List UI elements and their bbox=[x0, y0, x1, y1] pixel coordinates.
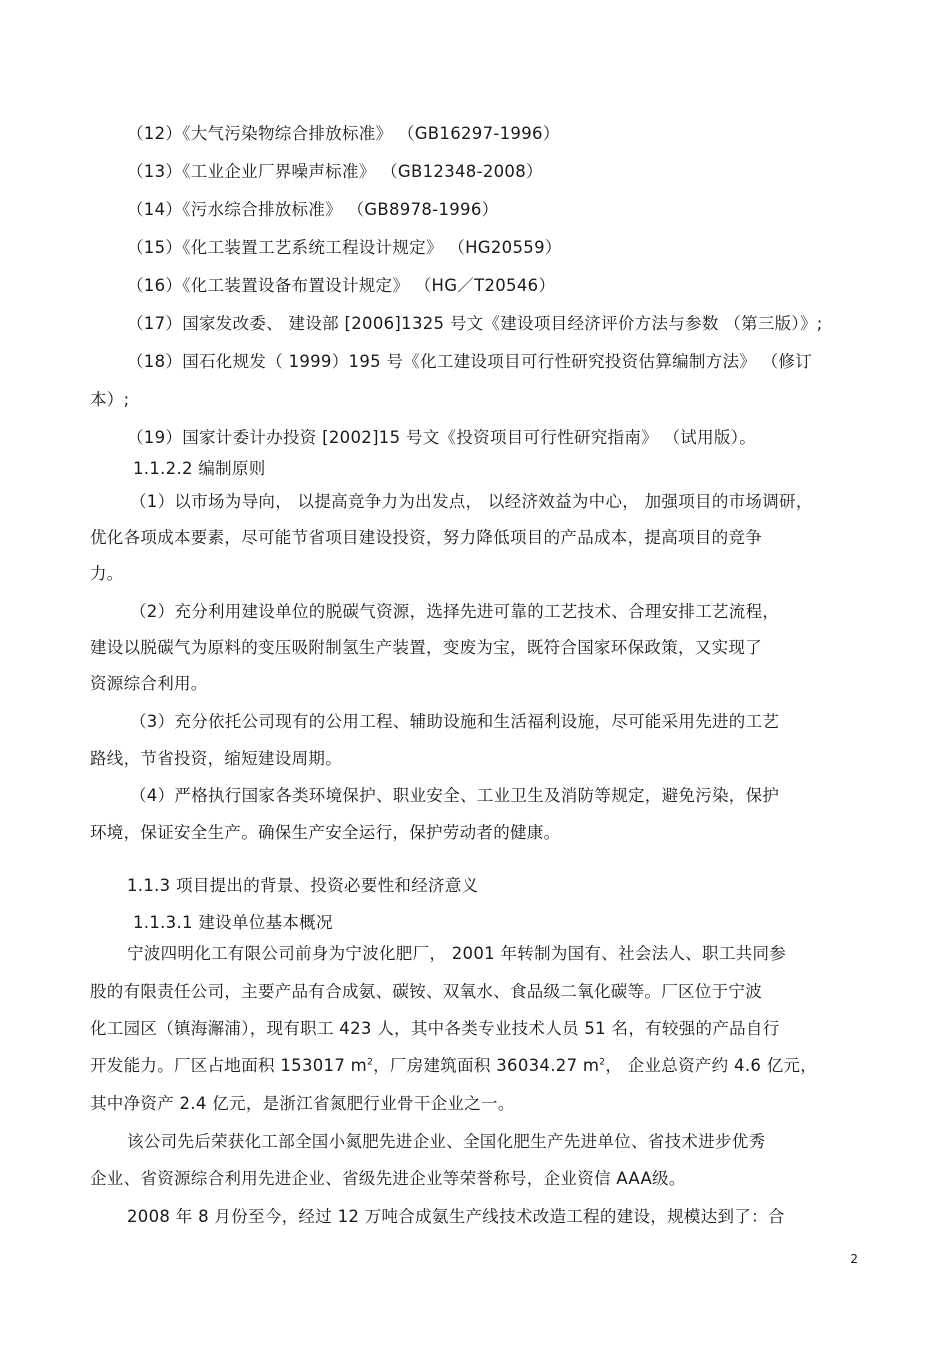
page-number: 2 bbox=[850, 1252, 858, 1266]
reference-18: （18）国石化规发（ 1999）195 号《化工建设项目可行性研究投资估算编制方法》 （修订 bbox=[127, 352, 813, 371]
superscript-2: 2 bbox=[599, 1057, 606, 1068]
company-overview-line-2: 股的有限责任公司，主要产品有合成氨、碳铵、双氧水、食品级二氧化碳等。厂区位于宁波 bbox=[90, 982, 762, 1001]
principle-4-line-1: （4）严格执行国家各类环境保护、职业安全、工业卫生及消防等规定，避免污染，保护 bbox=[130, 786, 780, 805]
company-overview-line-4 bbox=[90, 1055, 817, 1077]
principle-1-line-1: （1）以市场为导向， 以提高竞争力为出发点， 以经济效益为中心， 加强项目的市场调研， bbox=[130, 492, 813, 511]
reference-17: （17）国家发改委、 建设部 [2006]1325 号文《建设项目经济评价方法与参数 （第三版）》; bbox=[127, 314, 823, 333]
section-heading-1-1-3-1: 1.1.3.1 建设单位基本概况 bbox=[133, 913, 333, 932]
principle-3-line-2: 路线，节省投资，缩短建设周期。 bbox=[90, 749, 342, 768]
reference-14: （14）《污水综合排放标准》 （GB8978-1996） bbox=[127, 200, 499, 219]
section-heading-1-1-3: 1.1.3 项目提出的背景、投资必要性和经济意义 bbox=[127, 876, 479, 895]
principle-2-line-1: （2）充分利用建设单位的脱碳气资源，选择先进可靠的工艺技术、合理安排工艺流程， bbox=[130, 602, 780, 621]
company-overview-line-3: 化工园区（镇海澥浦），现有职工 423 人，其中各类专业技术人员 51 名，有较强的产品自行 bbox=[90, 1019, 780, 1038]
reference-16: （16）《化工装置设备布置设计规定》 （HG／T20546） bbox=[127, 276, 556, 295]
area-text-b: ，厂房建筑面积 36034.27 m bbox=[373, 1056, 600, 1075]
reference-12: （12）《大气污染物综合排放标准》 （GB16297-1996） bbox=[127, 124, 560, 143]
principle-1-line-2: 优化各项成本要素，尽可能节省项目建设投资，努力降低项目的产品成本，提高项目的竞争 bbox=[90, 528, 762, 547]
reference-13: （13）《工业企业厂界噪声标准》 （GB12348-2008） bbox=[127, 162, 543, 181]
expansion-line-1: 2008 年 8 月份至今，经过 12 万吨合成氨生产线技术改造工程的建设，规模达到了：合 bbox=[127, 1207, 785, 1226]
area-text-a: 开发能力。厂区占地面积 153017 m bbox=[90, 1056, 368, 1075]
honors-line-1: 该公司先后荣获化工部全国小氮肥先进企业、全国化肥生产先进单位、省技术进步优秀 bbox=[127, 1132, 766, 1151]
honors-line-2: 企业、省资源综合利用先进企业、省级先进企业等荣誉称号，企业资信 AAA级。 bbox=[90, 1169, 686, 1188]
company-overview-line-5: 其中净资产 2.4 亿元，是浙江省氮肥行业骨干企业之一。 bbox=[90, 1094, 515, 1113]
company-overview-line-1: 宁波四明化工有限公司前身为宁波化肥厂， 2001 年转制为国有、社会法人、职工共同参 bbox=[127, 944, 787, 963]
principle-4-line-2: 环境，保证安全生产。确保生产安全运行，保护劳动者的健康。 bbox=[90, 823, 561, 842]
area-text-c: ， 企业总资产约 4.6 亿元， bbox=[605, 1056, 818, 1075]
superscript-1: 2 bbox=[367, 1057, 374, 1068]
reference-19: （19）国家计委计办投资 [2002]15 号文《投资项目可行性研究指南》 （试用版）。 bbox=[127, 428, 757, 447]
reference-15: （15）《化工装置工艺系统工程设计规定》 （HG20559） bbox=[127, 238, 562, 257]
principle-3-line-1: （3）充分依托公司现有的公用工程、辅助设施和生活福利设施，尽可能采用先进的工艺 bbox=[130, 712, 780, 731]
principle-1-line-3: 力。 bbox=[90, 564, 124, 583]
principle-2-line-3: 资源综合利用。 bbox=[90, 674, 208, 693]
reference-18-cont: 本）; bbox=[90, 390, 130, 409]
section-heading-1-1-2-2: 1.1.2.2 编制原则 bbox=[133, 459, 266, 478]
principle-2-line-2: 建设以脱碳气为原料的变压吸附制氢生产装置，变废为宝，既符合国家环保政策，又实现了 bbox=[90, 638, 762, 657]
